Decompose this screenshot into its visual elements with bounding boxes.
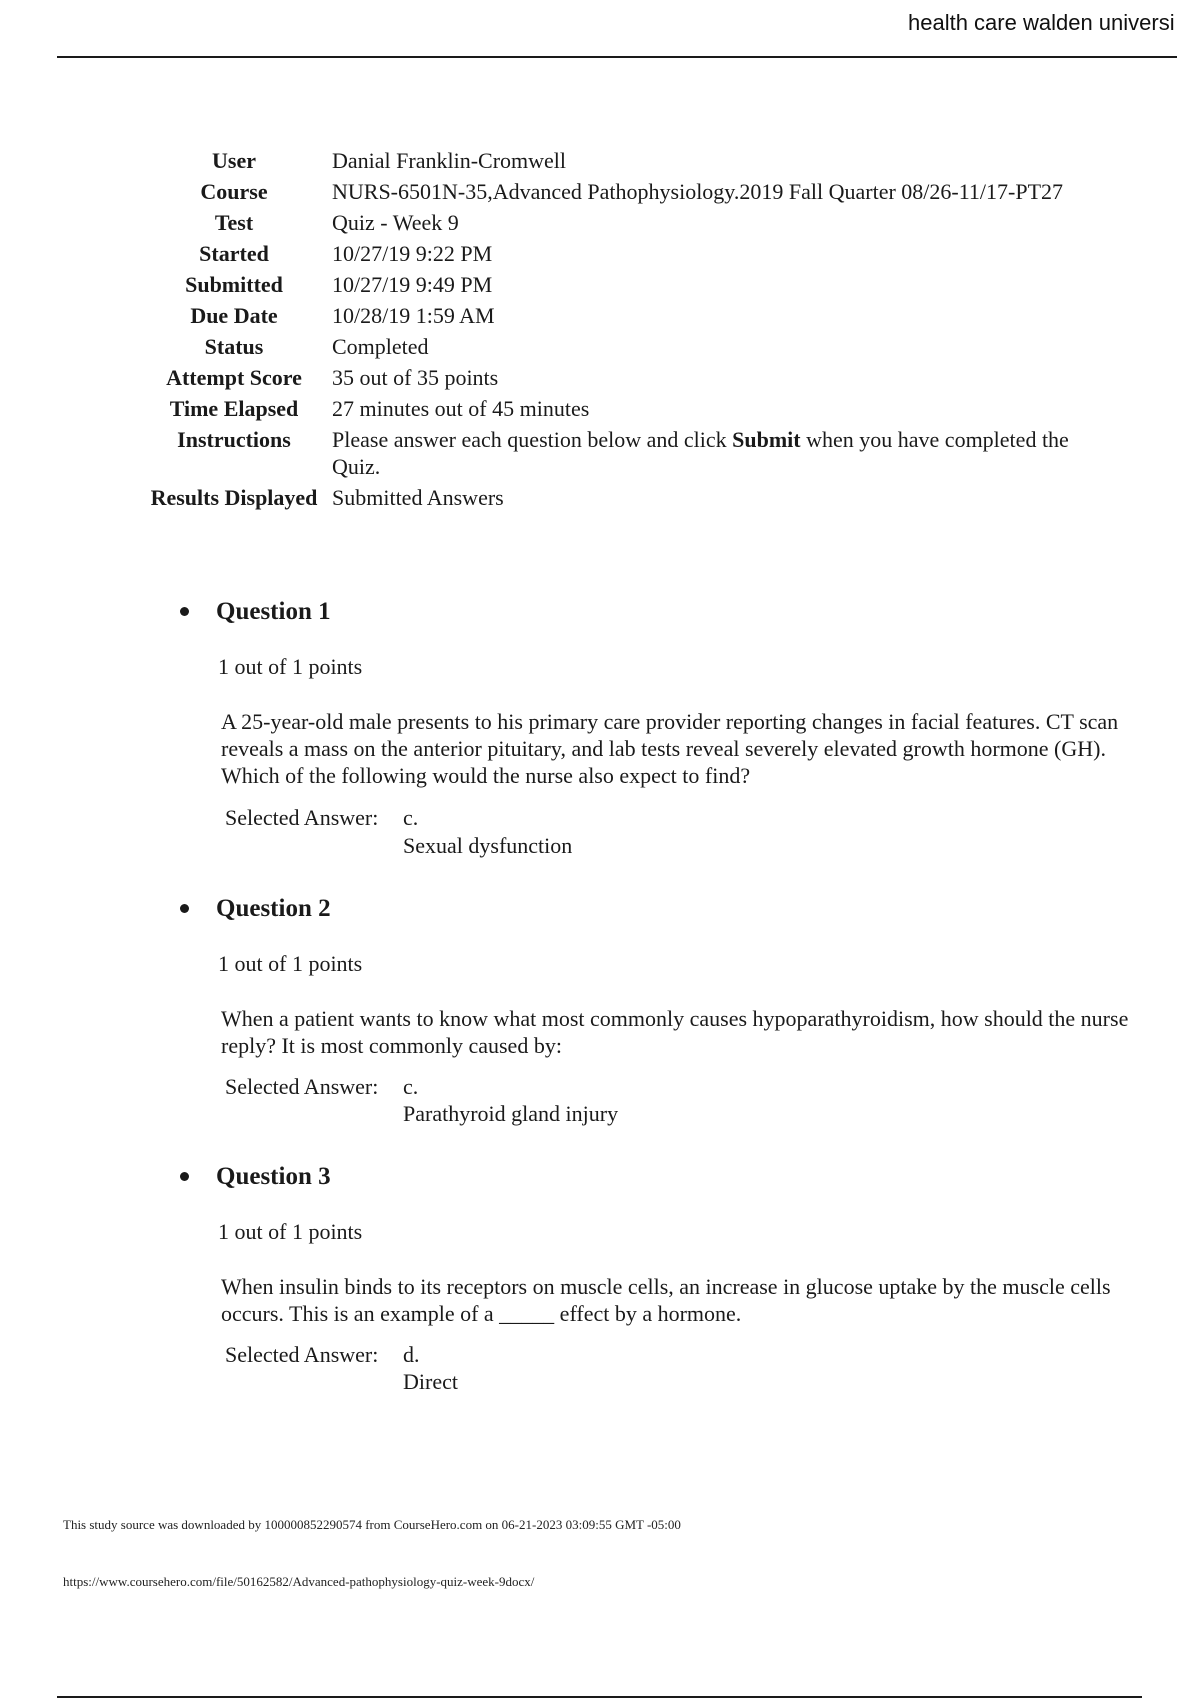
meta-value: Submitted Answers	[332, 485, 504, 510]
meta-label: Test	[214, 210, 254, 235]
instructions-pre: Please answer each question below and click	[332, 427, 733, 452]
download-source-note: This study source was downloaded by 100000852290574 from CourseHero.com on 06-21-2023 03:09:55 GMT -05:00	[63, 1517, 681, 1532]
running-header: health care walden universi	[908, 10, 1175, 35]
meta-value: Completed	[332, 334, 429, 359]
meta-value: Danial Franklin-Cromwell	[332, 148, 567, 173]
question-title-text: Question 2	[216, 895, 331, 922]
meta-label: Submitted	[185, 272, 283, 297]
meta-value: 10/28/19 1:59 AM	[332, 303, 495, 328]
meta-row-test	[150, 209, 1092, 240]
footer-rule	[57, 1696, 1142, 1698]
bullet-icon	[180, 1172, 189, 1181]
meta-row-status	[150, 333, 1092, 364]
selected-answer	[225, 1341, 420, 1369]
meta-row-course	[150, 178, 1092, 209]
bullet-icon	[180, 904, 189, 913]
meta-label: User	[212, 148, 256, 173]
meta-value: 27 minutes out of 45 minutes	[332, 396, 590, 421]
question-text: A 25-year-old male presents to his primary care provider reporting changes in facial features. CT scan reveals a mass on the anterior pituitary, and lab tests reveal severely elevated growth hormone (GH). Which of the following would the nurse also expect to find?	[221, 709, 1119, 788]
meta-value: 35 out of 35 points	[332, 365, 499, 390]
meta-row-instructions	[150, 426, 1092, 484]
bullet-icon	[180, 607, 189, 616]
question-title	[180, 895, 331, 923]
question-title	[180, 598, 331, 626]
meta-label: Status	[204, 334, 264, 359]
meta-row-due-date	[150, 302, 1092, 333]
question-title	[180, 1163, 331, 1191]
selected-answer-letter: c.	[403, 805, 419, 830]
question-text: When a patient wants to know what most commonly causes hypoparathyroidism, how should the nurse reply? It is most commonly caused by:	[221, 1006, 1129, 1058]
instructions-submit: Submit	[732, 427, 801, 452]
meta-row-attempt-score	[150, 364, 1092, 395]
instructions-post: when you have completed the Quiz.	[332, 427, 1069, 479]
meta-label: Results Displayed	[150, 485, 318, 510]
question-points: 1 out of 1 points	[218, 654, 363, 679]
selected-answer-label: Selected Answer:	[225, 1074, 379, 1099]
meta-value: 10/27/19 9:22 PM	[332, 241, 493, 266]
meta-label: Course	[200, 179, 268, 204]
instructions-text	[332, 426, 1092, 484]
meta-value: Quiz - Week 9	[332, 210, 459, 235]
meta-row-user	[150, 147, 1092, 178]
meta-value: 10/27/19 9:49 PM	[332, 272, 493, 297]
meta-label: Instructions	[177, 427, 291, 452]
meta-label: Attempt Score	[166, 365, 302, 390]
meta-row-results-displayed	[150, 484, 1092, 515]
meta-row-submitted	[150, 271, 1092, 302]
selected-answer-text: Direct	[403, 1369, 458, 1394]
meta-value: NURS-6501N-35,Advanced Pathophysiology.2019 Fall Quarter 08/26-11/17-PT27	[332, 179, 1064, 204]
question-title-text: Question 3	[216, 1163, 331, 1190]
selected-answer	[225, 1073, 418, 1101]
question-text: When insulin binds to its receptors on muscle cells, an increase in glucose uptake by the muscle cells occurs. This is an example of a _____ effect by a hormone.	[221, 1274, 1111, 1326]
question-title-text: Question 1	[216, 598, 331, 625]
selected-answer-label: Selected Answer:	[225, 805, 379, 830]
header-rule	[57, 56, 1177, 58]
meta-row-time-elapsed	[150, 395, 1092, 426]
selected-answer-text: Parathyroid gland injury	[403, 1101, 619, 1126]
selected-answer-letter: c.	[403, 1074, 419, 1099]
test-details-table	[150, 147, 1092, 515]
selected-answer-label: Selected Answer:	[225, 1342, 379, 1367]
meta-label: Time Elapsed	[169, 396, 299, 421]
selected-answer-text: Sexual dysfunction	[403, 833, 573, 858]
question-points: 1 out of 1 points	[218, 1219, 363, 1244]
selected-answer-letter: d.	[403, 1342, 420, 1367]
source-url[interactable]: https://www.coursehero.com/file/50162582/Advanced-pathophysiology-quiz-week-9docx/	[63, 1574, 535, 1589]
meta-label: Started	[199, 241, 269, 266]
question-points: 1 out of 1 points	[218, 951, 363, 976]
selected-answer	[225, 804, 418, 832]
meta-label: Due Date	[190, 303, 278, 328]
meta-row-started	[150, 240, 1092, 271]
